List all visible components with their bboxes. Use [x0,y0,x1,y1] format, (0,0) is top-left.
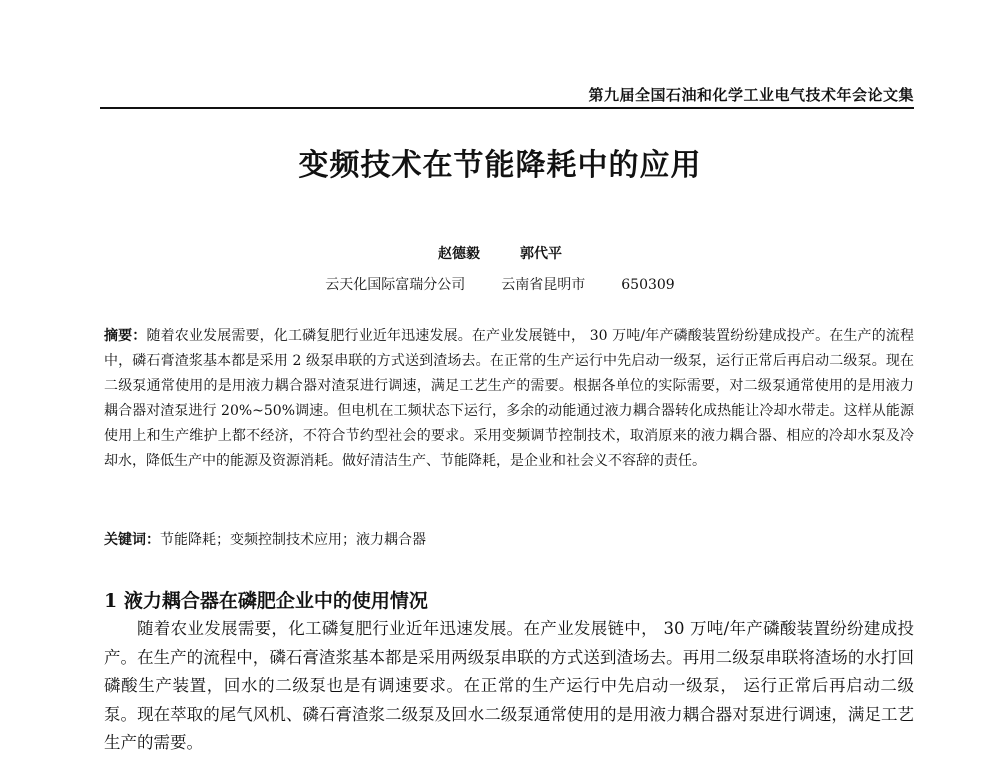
abstract [104,324,914,474]
abstract-label: 摘要： [104,328,147,344]
author-name: 赵德毅 [438,246,480,262]
affiliation-postcode: 650309 [621,277,675,293]
section-heading: 1 液力耦合器在磷肥企业中的使用情况 [104,590,428,612]
keywords-label: 关键词： [104,532,160,548]
author-name: 郭代平 [520,246,562,262]
abstract-text: 随着农业发展需要，化工磷复肥行业近年迅速发展。在产业发展链中， 30 万吨/年产磷酸装置纷纷建成投产。在生产的流程中，磷石膏渣浆基本都是采用 2 级泵串联的方式送到渣场去。在正常的生产运行中先启动一级泵，运行正常后再启动二级泵。现在二级泵通常使用的是用液力耦合器对渣泵进行调速，满足工艺生产的需要。根据各单位的实际需要，对二级泵通常使用的是用液力耦合器对渣泵进行 20%~50%调速。但电机在工频状态下运行，多余的动能通过液力耦合器转化成热能让冷却水带走。这样从能源使用上和生产维护上都不经济，不符合节约型社会的要求。采用变频调节控制技术，取消原来的液力耦合器、相应的冷却水泵及冷却水，降低生产中的能源及资源消耗。做好清洁生产、节能降耗，是企业和社会义不容辞的责任。 [104,328,914,469]
running-head: 第九届全国石油和化学工业电气技术年会论文集 [588,86,914,104]
affiliation-org: 云天化国际富瑞分公司 [325,277,466,293]
keywords-text: 节能降耗；变频控制技术应用；液力耦合器 [160,532,426,548]
keywords [104,529,914,549]
paper-title: 变频技术在节能降耗中的应用 [298,148,702,183]
affiliation-location: 云南省昆明市 [501,277,586,293]
header-rule [100,107,914,109]
author-line [0,243,1000,263]
section-body: 随着农业发展需要，化工磷复肥行业近年迅速发展。在产业发展链中， 30 万吨/年产磷酸装置纷纷建成投产。在生产的流程中，磷石膏渣浆基本都是采用两级泵串联的方式送到渣场去。再用二级泵串联将渣场的水打回磷酸生产装置，回水的二级泵也是有调速要求。在正常的生产运行中先启动一级泵， 运行正常后再启动二级泵。现在萃取的尾气风机、磷石膏渣浆二级泵及回水二级泵通常使用的是用液力耦合器对泵进行调速，满足工艺生产的需要。 [104,619,914,752]
affiliation-line [0,274,1000,294]
